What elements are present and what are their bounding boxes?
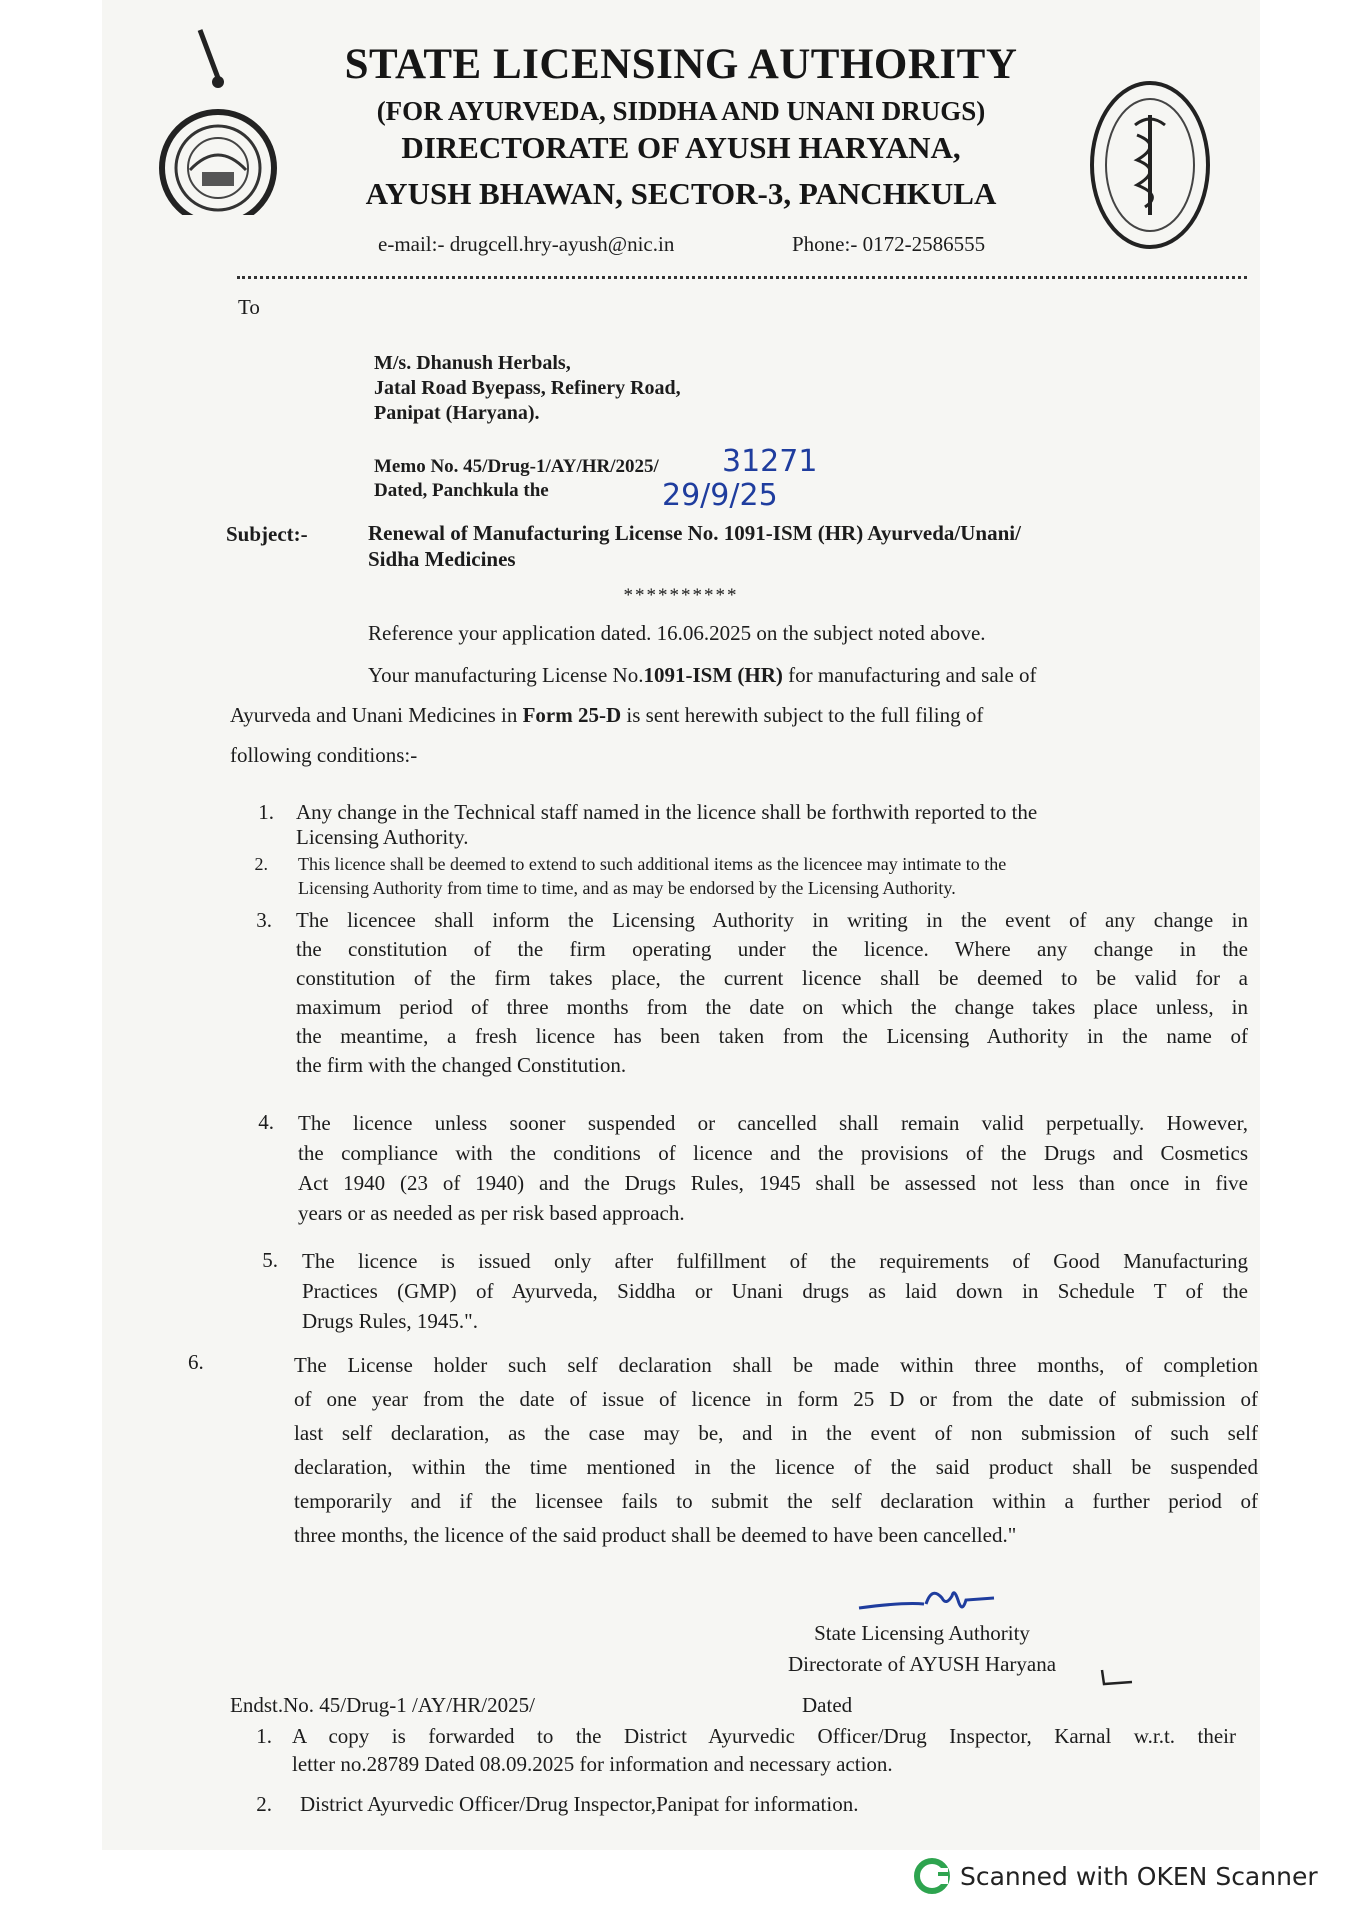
endorsement-2-number: 2. — [256, 1792, 272, 1816]
intro-line2 — [230, 700, 1234, 730]
contact-phone: Phone:- 0172-2586555 — [792, 232, 986, 256]
intro-text-a: Your manufacturing License No. — [368, 663, 644, 687]
endorsement-1 — [292, 1722, 1236, 1778]
condition-4-line: years or as needed as per risk based approach. — [298, 1201, 685, 1225]
subject-line1: Renewal of Manufacturing License No. 1091-ISM (HR) Ayurveda/Unani/ — [368, 521, 1021, 545]
endorsement-1-line: A copy is forwarded to the District Ayurvedic Officer/Drug Inspector, Karnal w.r.t. their — [292, 1724, 1236, 1748]
condition-3-line: maximum period of three months from the date on which the change takes place unless, in — [296, 995, 1248, 1019]
initial-mark-icon — [1096, 1666, 1136, 1690]
condition-4 — [298, 1108, 1248, 1228]
addressee-address-line1: Jatal Road Byepass, Refinery Road, — [374, 377, 681, 399]
addressee-name: M/s. Dhanush Herbals, — [374, 352, 571, 374]
contact-email[interactable]: e-mail:- drugcell.hry-ayush@nic.in — [378, 232, 675, 256]
condition-5-line: Drugs Rules, 1945.". — [302, 1309, 478, 1333]
intro-line1 — [368, 660, 1234, 690]
directorate-name: DIRECTORATE OF AYUSH HARYANA, — [401, 130, 961, 165]
oken-scanner-logo-icon — [914, 1858, 950, 1894]
condition-6-number: 6. — [188, 1350, 204, 1374]
form-name: Form 25-D — [522, 703, 622, 727]
condition-2-line: Licensing Authority from time to time, and as may be endorsed by the Licensing Authority. — [298, 878, 956, 898]
condition-5-line: Practices (GMP) of Ayurveda, Siddha or Unani drugs as laid down in Schedule T of the — [302, 1279, 1248, 1303]
condition-1-line: Licensing Authority. — [296, 825, 469, 849]
separator-stars: ********** — [623, 585, 739, 606]
letter-page — [102, 0, 1260, 1850]
condition-5 — [302, 1246, 1248, 1336]
intro-text-b: for manufacturing and sale of — [788, 663, 1037, 687]
subject-label: Subject:- — [226, 522, 308, 546]
reference-line: Reference your application dated. 16.06.2025 on the subject noted above. — [368, 621, 986, 645]
signatory-title: State Licensing Authority — [814, 1621, 1030, 1645]
authority-subtitle: (FOR AYURVEDA, SIDDHA AND UNANI DRUGS) — [376, 96, 986, 126]
condition-2 — [298, 852, 1238, 900]
directorate-address: AYUSH BHAWAN, SECTOR-3, PANCHKULA — [365, 176, 997, 211]
condition-6-line: declaration, within the time mentioned in the licence of the said product shall be suspended — [294, 1455, 1258, 1479]
endorsement-number: Endst.No. 45/Drug-1 /AY/HR/2025/ — [230, 1693, 535, 1717]
addressee-address-line2: Panipat (Haryana). — [374, 402, 540, 424]
condition-1-number: 1. — [258, 800, 274, 824]
intro-text-d: is sent herewith subject to the full filing of — [626, 703, 984, 727]
condition-3-line: the firm with the changed Constitution. — [296, 1053, 627, 1077]
condition-5-number: 5. — [262, 1248, 278, 1272]
condition-4-line: The licence unless sooner suspended or cancelled shall remain valid perpetually. However, — [298, 1111, 1248, 1135]
intro-line3: following conditions:- — [230, 743, 418, 767]
header-divider — [237, 276, 1247, 279]
condition-2-number: 2. — [254, 854, 268, 874]
endorsement-1-line: letter no.28789 Dated 08.09.2025 for information and necessary action. — [292, 1752, 893, 1776]
license-number: 1091-ISM (HR) — [643, 663, 783, 687]
scanner-watermark-text: Scanned with OKEN Scanner — [960, 1861, 1318, 1891]
condition-1 — [296, 800, 1234, 850]
condition-1-line: Any change in the Technical staff named in the licence shall be forthwith reported to the — [296, 800, 1038, 824]
condition-3-line: The licencee shall inform the Licensing Authority in writing in the event of any change in — [296, 908, 1248, 932]
subject-line2: Sidha Medicines — [368, 547, 516, 571]
condition-6-line: last self declaration, as the case may be, and in the event of non submission of such self — [294, 1421, 1258, 1445]
condition-6-line: of one year from the date of issue of licence in form 25 D or from the date of submission of — [294, 1387, 1258, 1411]
subject-text — [368, 520, 1228, 572]
condition-4-number: 4. — [258, 1110, 274, 1134]
condition-3-line: constitution of the firm takes place, the current licence shall be deemed to be valid for a — [296, 966, 1248, 990]
condition-4-line: the compliance with the conditions of licence and the provisions of the Drugs and Cosmetics — [298, 1141, 1248, 1165]
condition-3-number: 3. — [256, 908, 272, 932]
endorsement-1-number: 1. — [256, 1724, 272, 1748]
condition-3-line: the meantime, a fresh licence has been taken from the Licensing Authority in the name of — [296, 1024, 1248, 1048]
memo-handwritten-number: 31271 — [722, 444, 818, 479]
endorsement-2: District Ayurvedic Officer/Drug Inspector,Panipat for information. — [300, 1792, 859, 1816]
condition-3 — [296, 906, 1248, 1080]
condition-6-line: The License holder such self declaration shall be made within three months, of completion — [294, 1353, 1258, 1377]
memo-handwritten-date: 29/9/25 — [662, 478, 778, 513]
scanner-watermark — [914, 1856, 1318, 1896]
condition-3-line: the constitution of the firm operating under the licence. Where any change in the — [296, 937, 1248, 961]
condition-2-line: This licence shall be deemed to extend to such additional items as the licencee may intimate to the — [298, 854, 1007, 874]
authority-title: STATE LICENSING AUTHORITY — [344, 41, 1018, 88]
condition-6 — [294, 1348, 1258, 1552]
signatory-office: Directorate of AYUSH Haryana — [787, 1652, 1057, 1676]
memo-number-label: Memo No. 45/Drug-1/AY/HR/2025/ — [374, 456, 659, 477]
condition-6-line: three months, the licence of the said product shall be deemed to have been cancelled." — [294, 1523, 1017, 1547]
condition-4-line: Act 1940 (23 of 1940) and the Drugs Rules, 1945 shall be assessed not less than once in five — [298, 1171, 1248, 1195]
endorsement-dated: Dated — [802, 1693, 853, 1717]
memo-dated-label: Dated, Panchkula the — [374, 480, 549, 501]
signature-scribble-icon — [854, 1580, 1004, 1620]
condition-5-line: The licence is issued only after fulfillment of the requirements of Good Manufacturing — [302, 1249, 1248, 1273]
intro-text-c: Ayurveda and Unani Medicines in — [230, 703, 518, 727]
condition-6-line: temporarily and if the licensee fails to submit the self declaration within a further period of — [294, 1489, 1258, 1513]
to-label: To — [238, 295, 260, 319]
